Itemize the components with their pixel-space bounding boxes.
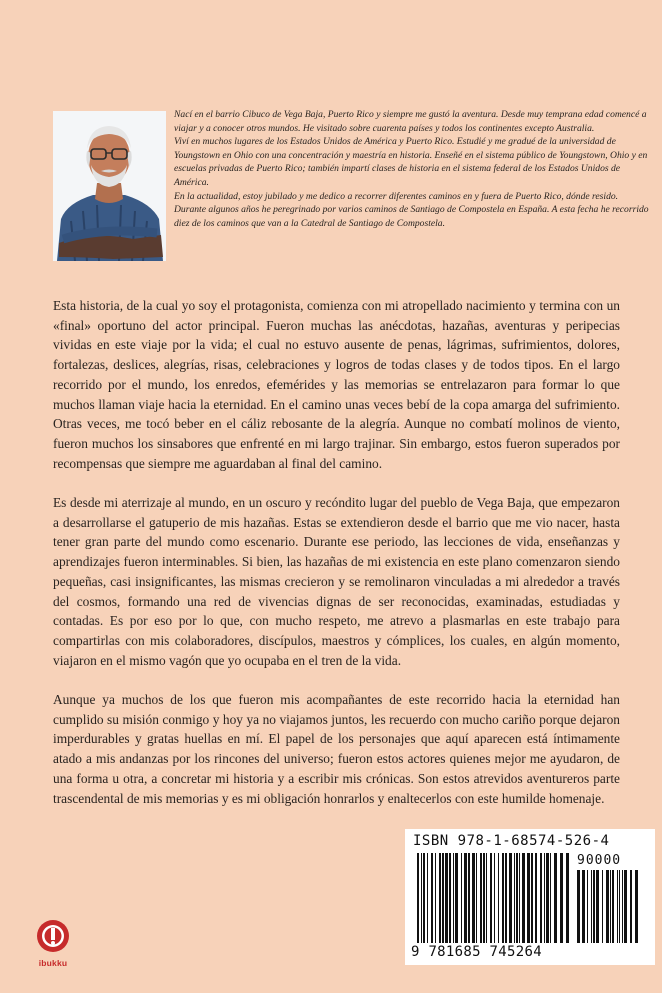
barcode-bar: [554, 853, 557, 943]
barcode-bar: [509, 853, 512, 943]
barcode-bar: [505, 853, 507, 943]
publisher-logo: [33, 919, 73, 969]
barcode-bar: [494, 853, 495, 943]
barcode-bar: [453, 853, 454, 943]
barcode-bar: [617, 870, 618, 943]
barcode-bar: [476, 853, 477, 943]
barcode-bar: [606, 870, 609, 943]
barcode-bar: [498, 853, 499, 943]
barcode-bar: [522, 853, 525, 943]
barcode-bar: [630, 870, 632, 943]
barcode-bar: [490, 853, 492, 943]
barcode-bar: [423, 853, 425, 943]
barcode-bar: [455, 853, 458, 943]
synopsis-paragraph: Esta historia, de la cual yo soy el protagonista, comienza con mi atropellado nacimiento y termina con un «final» oportuno del actor principal. Fueron muchas las anécdotas, hazañas, aventuras y peripecias vividas en este viaje por la vida; el cual no estuvo ausente de penas, lágrimas, sufrimientos, dolores, fortalezas, deslices, alegrías, risas, celebraciones y logros de todas clases y de todos tipos. En el largo recorrido por el mundo, los enredos, efemérides y las memorias se entrelazaron para formar lo que muchos llaman viaje hacia la eternidad. En el camino unas veces bebí de la copa amarga del sufrimiento. Otras veces, me tocó beber en el cáliz rebosante de la alegría. Aunque no combatí molinos de viento, fueron muchos los sinsabores que enfrenté en mi largo trajinar. Sin embargo, estos fueron superados por recompensas que siempre me aguardaban al final del camino.: [53, 298, 620, 471]
barcode-bar: [527, 853, 530, 943]
isbn-label: ISBN 978-1-68574-526-4: [413, 833, 610, 849]
barcode-bar: [619, 870, 620, 943]
bio-paragraph: En la actualidad, estoy jubilado y me dedico a recorrer diferentes caminos en y fuera de Puerto Rico, dónde resido. Durante algunos años he peregrinado por varios caminos de Santiago de Compostela en España. A esta fecha he recorrido diez de los caminos que van a la Catedral de Santiago de Compostela.: [174, 190, 649, 229]
synopsis-paragraph: Aunque ya muchos de los que fueron mis acompañantes de este recorrido hacia la eternidad han cumplido su misión conmigo y hoy ya no viajamos juntos, les recuerdo con mucho cariño porque dejaron imperdurables y gratas huellas en mí. El papel de los personajes que aquí aparecen está íntimamente atado a mis andanzas por los rincones del universo; fueron estos actores quienes mejor me ayudaron, de una forma u otra, a concretar mi historia y a escribir mis crónicas. Son estos atrevidos aventureros parte trascendental de mis memorias y es mi obligación honrarlos y enaltecerlos con este humilde homenaje.: [53, 692, 620, 806]
barcode-bar: [624, 870, 627, 943]
barcode-bar: [577, 870, 580, 943]
barcode-bar: [596, 870, 599, 943]
barcode-bar: [431, 853, 433, 943]
barcode-bar: [468, 853, 470, 943]
barcode-bar: [602, 870, 603, 943]
price-barcode-bars: [577, 870, 639, 943]
barcode-bar: [427, 853, 428, 943]
synopsis: [53, 296, 620, 828]
synopsis-paragraph: Es desde mi aterrizaje al mundo, en un oscuro y recóndito lugar del pueblo de Vega Baja, que empezaron a desarrollarse el gatuperio de mis hazañas. Estas se extendieron desde el barrio que me vio nacer, hasta tener gran parte del mundo como escenario. Durante ese periodo, las lecciones de vida, enseñanzas y aprendizajes fueron interminables. Si bien, las hazañas de mi existencia en este plano comenzaron siendo pequeñas, casi insignificantes, las mismas crecieron y se remolinaron vinculadas a mi alrededor a través del cosmos, formando una red de vivencias dignas de ser reconocidas, examinadas, estudiadas y contadas. Es por eso por lo que, con mucho respeto, me atrevo a plasmarlas en este trabajo para compartirlas con mis colaboradores, discípulos, maestros y cómplices, los cuales, en algún momento, viajaron en el mismo vagón que yo ocupaba en el tren de la vida.: [53, 495, 620, 668]
publisher-logo-icon: [36, 919, 70, 953]
isbn-barcode: [405, 829, 655, 965]
barcode-bar: [417, 853, 419, 943]
barcode-bar: [483, 853, 485, 943]
barcode-bar: [516, 853, 518, 943]
barcode-bar: [612, 870, 614, 943]
barcode-bar: [544, 853, 545, 943]
barcode-bar: [442, 853, 444, 943]
barcode-bar: [486, 853, 487, 943]
barcode-bar: [535, 853, 537, 943]
barcode-bar: [540, 853, 542, 943]
barcode-bar: [622, 870, 623, 943]
bio-paragraph: Viví en muchos lugares de los Estados Unidos de América y Puerto Rico. Estudié y me gradué de la universidad de Youngstown en Ohio con una concentración y maestría en historia. Enseñé en el sistema público de Youngstown, Ohio y en escuelas privadas de Puerto Rico; también impartí clases de historia en el sistema federal de los Estados Unidos de América.: [174, 136, 648, 188]
isbn-digits: 9 781685 745264: [411, 944, 542, 960]
barcode-bar: [514, 853, 515, 943]
barcode-bar: [435, 853, 436, 943]
barcode-bar: [445, 853, 448, 943]
publisher-name: ibukku: [38, 958, 68, 968]
barcode-bar: [449, 853, 451, 943]
barcode-bar: [587, 870, 588, 943]
author-bio: [174, 108, 650, 230]
barcode-bar: [502, 853, 504, 943]
barcode-bar: [546, 853, 549, 943]
barcode-bar: [566, 853, 569, 943]
barcode-bar: [591, 870, 592, 943]
barcode-bar: [461, 853, 462, 943]
barcode-bar: [531, 853, 533, 943]
barcode-bar: [635, 870, 638, 943]
author-photo: [53, 111, 166, 261]
barcode-bar: [464, 853, 467, 943]
barcode-bars: [417, 853, 571, 943]
barcode-bar: [480, 853, 482, 943]
barcode-bar: [421, 853, 422, 943]
bio-paragraph: Nací en el barrio Cibuco de Vega Baja, Puerto Rico y siempre me gustó la aventura. Desde muy temprana edad comencé a viajar y a conocer otros mundos. He visitado sobre cuarenta países y todos los continentes excepto Australia.: [174, 109, 647, 134]
barcode-bar: [560, 853, 563, 943]
barcode-bar: [610, 870, 611, 943]
barcode-bar: [439, 853, 441, 943]
barcode-bar: [519, 853, 520, 943]
barcode-bar: [593, 870, 595, 943]
barcode-bar: [582, 870, 585, 943]
barcode-bar: [472, 853, 475, 943]
barcode-bar: [550, 853, 551, 943]
price-code: 90000: [577, 853, 622, 868]
